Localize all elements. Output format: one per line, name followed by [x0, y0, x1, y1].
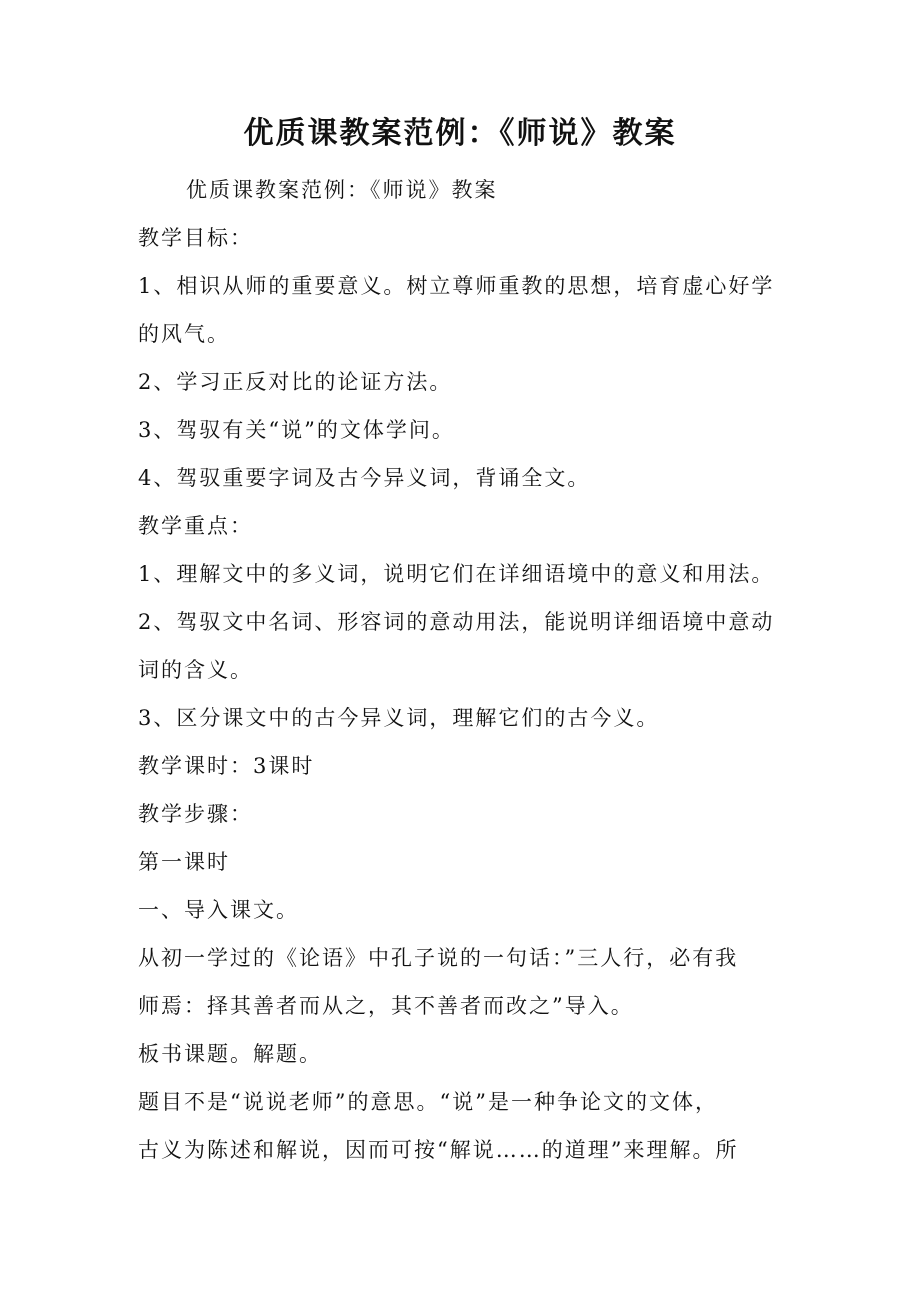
- paragraph-line: 3、驾驭有关“说”的文体学问。: [138, 418, 455, 442]
- section-heading-hours: 教学课时：3课时: [138, 754, 315, 778]
- paragraph-line: 师焉：择其善者而从之，其不善者而改之”导入。: [138, 994, 634, 1018]
- section-heading-first-lesson: 第一课时: [138, 850, 230, 874]
- document-body: [138, 166, 788, 1174]
- section-heading-objectives: 教学目标：: [138, 226, 253, 250]
- paragraph-line: 词的含义。: [138, 658, 253, 682]
- paragraph-line: 3、区分课文中的古今异义词，理解它们的古今义。: [138, 706, 660, 730]
- paragraph-line: 2、驾驭文中名词、形容词的意动用法，能说明详细语境中意动: [138, 610, 775, 634]
- paragraph-line: 古义为陈述和解说，因而可按“解说……的道理”来理解。所: [138, 1138, 739, 1162]
- paragraph-line: 1、理解文中的多义词，说明它们在详细语境中的意义和用法。: [138, 562, 775, 586]
- subtitle-line: 优质课教案范例：《师说》教案: [186, 178, 498, 202]
- paragraph-line: 从初一学过的《论语》中孔子说的一句话：”三人行，必有我: [138, 946, 739, 970]
- paragraph-line: 的风气。: [138, 322, 230, 346]
- paragraph-line: 题目不是“说说老师”的意思。“说”是一种争论文的文体，: [138, 1090, 718, 1114]
- paragraph-line: 4、驾驭重要字词及古今异义词，背诵全文。: [138, 466, 591, 490]
- section-heading-key-points: 教学重点：: [138, 514, 253, 538]
- paragraph-line: 2、学习正反对比的论证方法。: [138, 370, 453, 394]
- document-title: 优质课教案范例：《师说》教案: [243, 116, 677, 151]
- paragraph-line: 一、导入课文。: [138, 898, 299, 922]
- paragraph-line: 板书课题。解题。: [138, 1042, 322, 1066]
- paragraph-line: 1、相识从师的重要意义。树立尊师重教的思想，培育虚心好学: [138, 274, 775, 298]
- section-heading-steps: 教学步骤：: [138, 802, 253, 826]
